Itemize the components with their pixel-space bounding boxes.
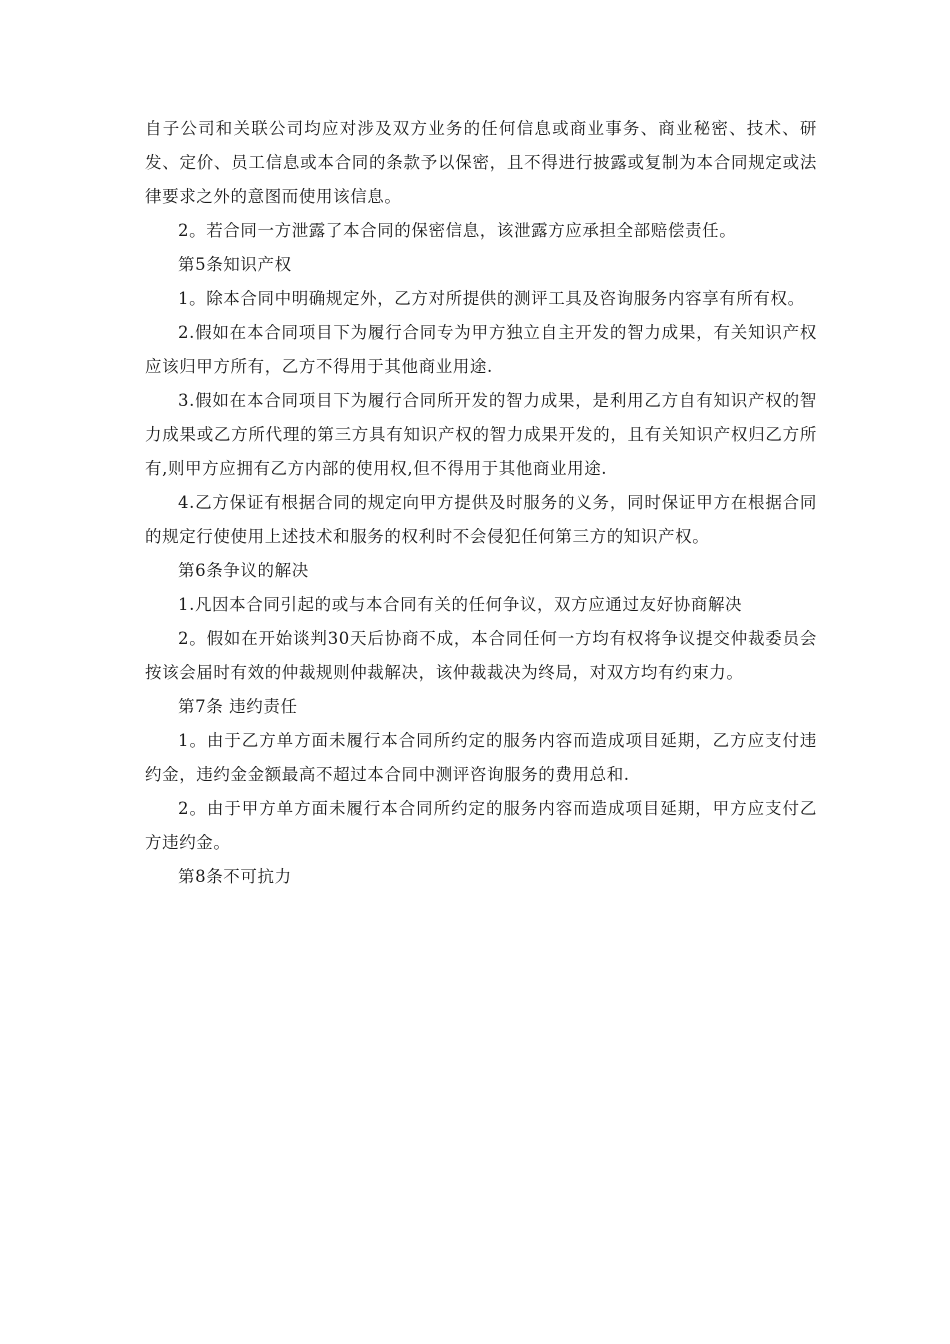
paragraph-ip-1: 1。除本合同中明确规定外，乙方对所提供的测评工具及咨询服务内容享有所有权。	[178, 289, 805, 308]
paragraph-ip-4: 4.乙方保证有根据合同的规定向甲方提供及时服务的义务，同时保证甲方在根据合同的规定行使使用上述技术和服务的权利时不会侵犯任何第三方的知识产权。	[145, 493, 817, 546]
paragraph-ip-2: 2.假如在本合同项目下为履行合同专为甲方独立自主开发的智力成果，有关知识产权应该归甲方所有，乙方不得用于其他商业用途.	[145, 323, 817, 376]
paragraph-confidentiality-scope: 自子公司和关联公司均应对涉及双方业务的任何信息或商业事务、商业秘密、技术、研发、定价、员工信息或本合同的条款予以保密，且不得进行披露或复制为本合同规定或法律要求之外的意图而使用该信息。	[145, 119, 817, 206]
paragraph-breach-1: 1。由于乙方单方面未履行本合同所约定的服务内容而造成项目延期，乙方应支付违约金，违约金金额最高不超过本合同中测评咨询服务的费用总和.	[145, 731, 817, 784]
paragraph-dispute-2: 2。假如在开始谈判30天后协商不成，本合同任何一方均有权将争议提交仲裁委员会按该会届时有效的仲裁规则仲裁解决，该仲裁裁决为终局，对双方均有约束力。	[145, 629, 817, 682]
section-heading-dispute: 第6条争议的解决	[178, 561, 309, 580]
paragraph-ip-3: 3.假如在本合同项目下为履行合同所开发的智力成果，是利用乙方自有知识产权的智力成果或乙方所代理的第三方具有知识产权的智力成果开发的，且有关知识产权归乙方所有,则甲方应拥有乙方内部的使用权,但不得用于其他商业用途.	[145, 391, 817, 478]
paragraph-breach-2: 2。由于甲方单方面未履行本合同所约定的服务内容而造成项目延期，甲方应支付乙方违约金。	[145, 799, 817, 852]
document-body	[145, 112, 817, 894]
paragraph-dispute-1: 1.凡因本合同引起的或与本合同有关的任何争议，双方应通过友好协商解决	[178, 595, 743, 614]
paragraph-confidentiality-liability: 2。若合同一方泄露了本合同的保密信息，该泄露方应承担全部赔偿责任。	[178, 221, 737, 240]
section-heading-force-majeure: 第8条不可抗力	[178, 867, 292, 886]
section-heading-ip: 第5条知识产权	[178, 255, 292, 274]
section-heading-breach: 第7条 违约责任	[178, 697, 298, 716]
